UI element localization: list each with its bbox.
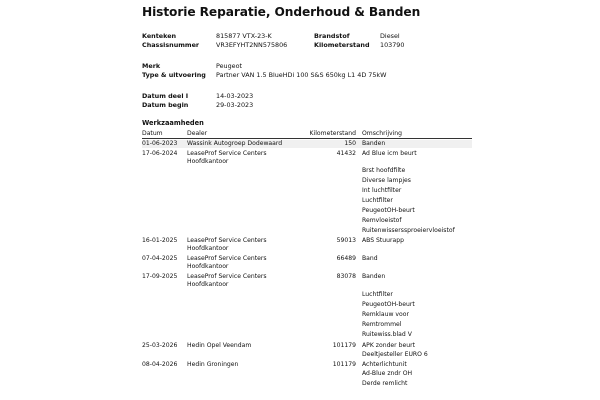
row-date: 17-09-2025 <box>142 273 178 280</box>
type-value: Partner VAN 1.5 BlueHDi 100 S&S 650kg L1 4D 75kW <box>216 71 387 79</box>
row-extra-item: Ruitewiss.blad V <box>362 331 412 338</box>
section-title-werkzaamheden: Werkzaamheden <box>142 119 204 127</box>
row-desc: Banden <box>362 140 386 147</box>
row-dealer: Hedin Groningen <box>187 361 239 368</box>
chassis-label: Chassisnummer <box>142 41 200 49</box>
row-km: 101179 <box>332 361 356 368</box>
table-row <box>142 140 472 148</box>
merk-value: Peugeot <box>216 62 243 70</box>
begin-value: 29-03-2023 <box>216 101 254 109</box>
row-dealer: Wassink Autogroep Dodewaard <box>187 140 283 147</box>
kenteken-value: 815877 VTX-23-K <box>216 32 272 40</box>
row-desc: Ad Blue icm beurt <box>362 150 417 157</box>
row-date: 17-06-2024 <box>142 150 178 157</box>
row-extra-item: Luchtfilter <box>362 291 393 298</box>
row-km: 150 <box>344 140 356 147</box>
header-dealer: Dealer <box>187 130 208 137</box>
row-extra-item: Deeltjesteller EURO 6 <box>362 351 428 358</box>
row-km: 101179 <box>332 342 356 349</box>
row-desc: Banden <box>362 273 386 280</box>
row-km: 59013 <box>336 237 356 244</box>
row-dealer: LeaseProf Service Centers Hoofdkantoor <box>187 273 267 288</box>
header-date: Datum <box>142 130 163 137</box>
row-km: 66489 <box>336 255 356 262</box>
row-desc: APK zonder beurt <box>362 342 415 349</box>
km-value: 103790 <box>380 41 405 49</box>
row-desc: Band <box>362 255 378 262</box>
deel1-label: Datum deel I <box>142 92 189 100</box>
deel1-value: 14-03-2023 <box>216 92 254 100</box>
header-km: Kilometerstand <box>309 130 356 137</box>
row-extra-item: Int luchtfilter <box>362 187 402 194</box>
begin-label: Datum begin <box>142 101 189 109</box>
row-date: 07-04-2025 <box>142 255 178 262</box>
row-desc: Achterlichtunit <box>362 361 407 368</box>
row-km: 83078 <box>336 273 356 280</box>
row-dealer: Hedin Opel Veendam <box>187 342 252 349</box>
merk-label: Merk <box>142 62 161 70</box>
row-date: 25-03-2026 <box>142 342 178 349</box>
row-km: 41432 <box>336 150 356 157</box>
km-label: Kilometerstand <box>314 41 370 49</box>
row-dealer: LeaseProf Service Centers Hoofdkantoor <box>187 237 267 252</box>
kenteken-label: Kenteken <box>142 32 177 40</box>
brandstof-value: Diesel <box>380 32 400 40</box>
row-date: 08-04-2026 <box>142 361 178 368</box>
row-extra-item: Remvloeistof <box>362 217 402 224</box>
type-label: Type & uitvoering <box>142 71 206 79</box>
row-extra-item: Derde remlicht <box>362 380 408 387</box>
row-extra-item: Brst hoofdfilte <box>362 167 406 174</box>
row-extra-item: PeugeotOH-beurt <box>362 207 415 214</box>
row-extra-item: Diverse lampjes <box>362 177 411 184</box>
row-desc: ABS Stuurapp <box>362 237 405 244</box>
table-row <box>142 150 472 166</box>
table-header <box>142 129 472 139</box>
header-desc: Omschrijving <box>362 130 403 137</box>
table-row <box>142 273 472 289</box>
row-extra-item: Ruitenwisserssproeiervloeistof <box>362 227 455 234</box>
table-row <box>142 361 472 369</box>
row-dealer: LeaseProf Service Centers Hoofdkantoor <box>187 150 267 165</box>
table-row <box>142 237 472 253</box>
chassis-value: VR3EFYHT2NN575806 <box>216 41 288 49</box>
table-row <box>142 342 472 350</box>
row-date: 16-01-2025 <box>142 237 178 244</box>
row-extra-item: Remklauw voor <box>362 311 409 318</box>
row-extra-item: Ad-Blue zndr OH <box>362 370 413 377</box>
table-row <box>142 255 472 271</box>
row-extra-item: Luchtfilter <box>362 197 393 204</box>
report-page <box>142 0 472 400</box>
row-dealer: LeaseProf Service Centers Hoofdkantoor <box>187 255 267 270</box>
brandstof-label: Brandstof <box>314 32 350 40</box>
row-date: 01-06-2023 <box>142 140 178 147</box>
page-title: Historie Reparatie, Onderhoud & Banden <box>142 5 421 19</box>
row-extra-item: Remtrommel <box>362 321 402 328</box>
row-extra-item: PeugeotOH-beurt <box>362 301 415 308</box>
